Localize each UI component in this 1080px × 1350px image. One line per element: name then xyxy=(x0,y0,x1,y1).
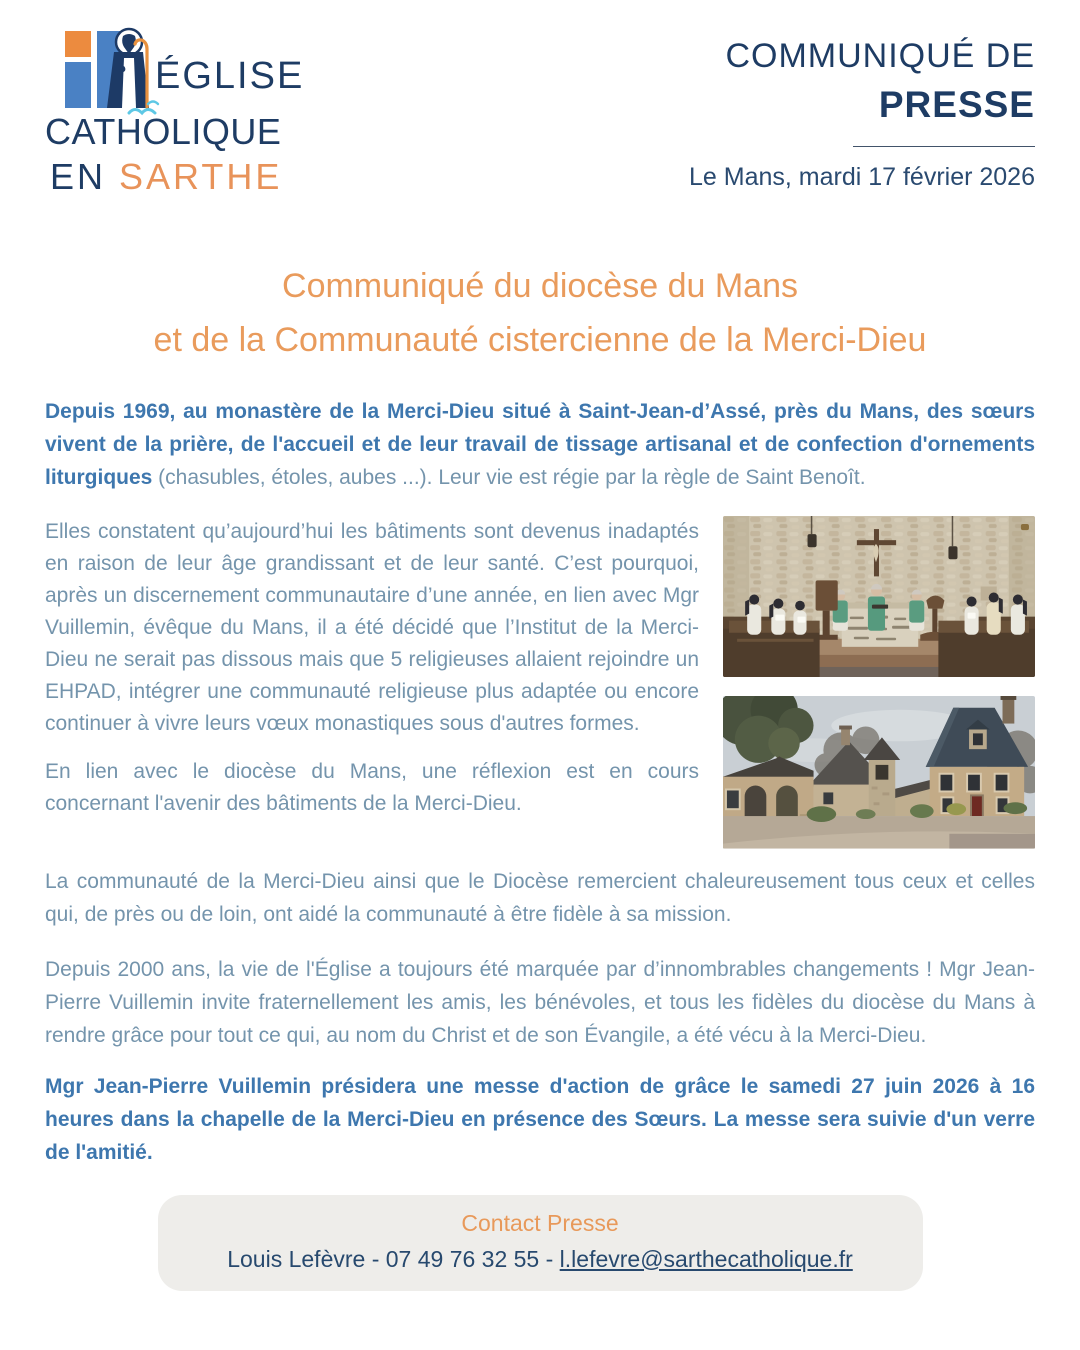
chapel-mass-photo xyxy=(723,516,1035,677)
body-paragraph-4: La communauté de la Merci-Dieu ainsi que le Diocèse remercient chaleureusement tous ceux et celles qui, de près ou de loin, ont aidé la communauté à être fidèle à sa mission. xyxy=(45,869,1035,926)
dateline: Le Mans, mardi 17 février 2026 xyxy=(688,163,1035,191)
logo-text-en-sarthe: EN SARTHE xyxy=(50,156,283,197)
kicker-line2: PRESSE xyxy=(878,84,1035,125)
page-title: Communiqué du diocèse du Mans et de la Communauté cistercienne de la Merci-Dieu xyxy=(153,267,927,359)
saint-bishop-with-crozier-icon xyxy=(53,27,161,119)
header-divider xyxy=(853,146,1035,147)
logo-text-eglise: ÉGLISE xyxy=(155,55,305,97)
press-release-kicker xyxy=(689,37,1035,192)
kicker-line1: COMMUNIQUÉ DE xyxy=(725,37,1035,75)
left-text-column xyxy=(45,516,699,849)
logo-text-catholique: CATHOLIQUE xyxy=(45,111,282,152)
body-paragraph-3: En lien avec le diocèse du Mans, une réflexion est en cours concernant l'avenir des bâtiments de la Merci-Dieu. xyxy=(45,760,699,815)
body-paragraph-5: Depuis 2000 ans, la vie de l'Église a toujours été marquée par d’innombrables changements ! Mgr Jean-Pierre Vuillemin invite fraternellement les amis, les bénévoles, et tous les fidèles du diocèse du Mans à rendre grâce pour tout ce qui, au nom du Christ et de son Évangile, a été vécu à la Merci-Dieu. xyxy=(45,957,1035,1047)
body-paragraph-2: Elles constatent qu’aujourd’hui les bâtiments sont devenus inadaptés en raison de leur âge grandissant et de leur santé. C’est pourquoi, après un discernement communautaire d’une année, en lien avec Mgr Vuillemin, évêque du Mans, il a été décidé que l’Institut de la Merci-Dieu ne serait pas dissous mais que 5 religieuses allaient rejoindre un EHPAD, intégrer une communauté religieuse plus adaptée ou encore continuer à vivre leurs vœux monastiques sous d'autres formes. xyxy=(45,520,699,735)
header xyxy=(45,25,1035,203)
contact-details xyxy=(170,1246,911,1273)
text-and-photos-section xyxy=(45,516,1035,849)
lead-paragraph: Depuis 1969, au monastère de la Merci-Dieu situé à Saint-Jean-d’Assé, près du Mans, des sœurs vivent de la prière, de l'accueil et de leur travail de tissage artisanal et de confection d'ornements liturgiques (chasubles, étoles, aubes ...). Leur vie est régie par la règle de Saint Benoît. xyxy=(45,400,1035,489)
photo-column xyxy=(723,516,1035,849)
contact-email-link[interactable]: l.lefevre@sarthecatholique.fr xyxy=(559,1245,853,1272)
press-contact-box xyxy=(158,1195,923,1291)
contact-box-title: Contact Presse xyxy=(461,1209,619,1236)
monastery-exterior-photo xyxy=(723,696,1035,849)
body-paragraph-6-bold: Mgr Jean-Pierre Vuillemin présidera une messe d'action de grâce le samedi 27 juin 2026 à 16 heures dans la chapelle de la Merci-Dieu en présence des Sœurs. La messe sera suivie d'un verre de l'amitié. xyxy=(45,1074,1035,1164)
diocese-logo xyxy=(45,27,305,203)
contact-name-phone: Louis Lefèvre - 07 49 76 32 55 - xyxy=(227,1245,560,1272)
